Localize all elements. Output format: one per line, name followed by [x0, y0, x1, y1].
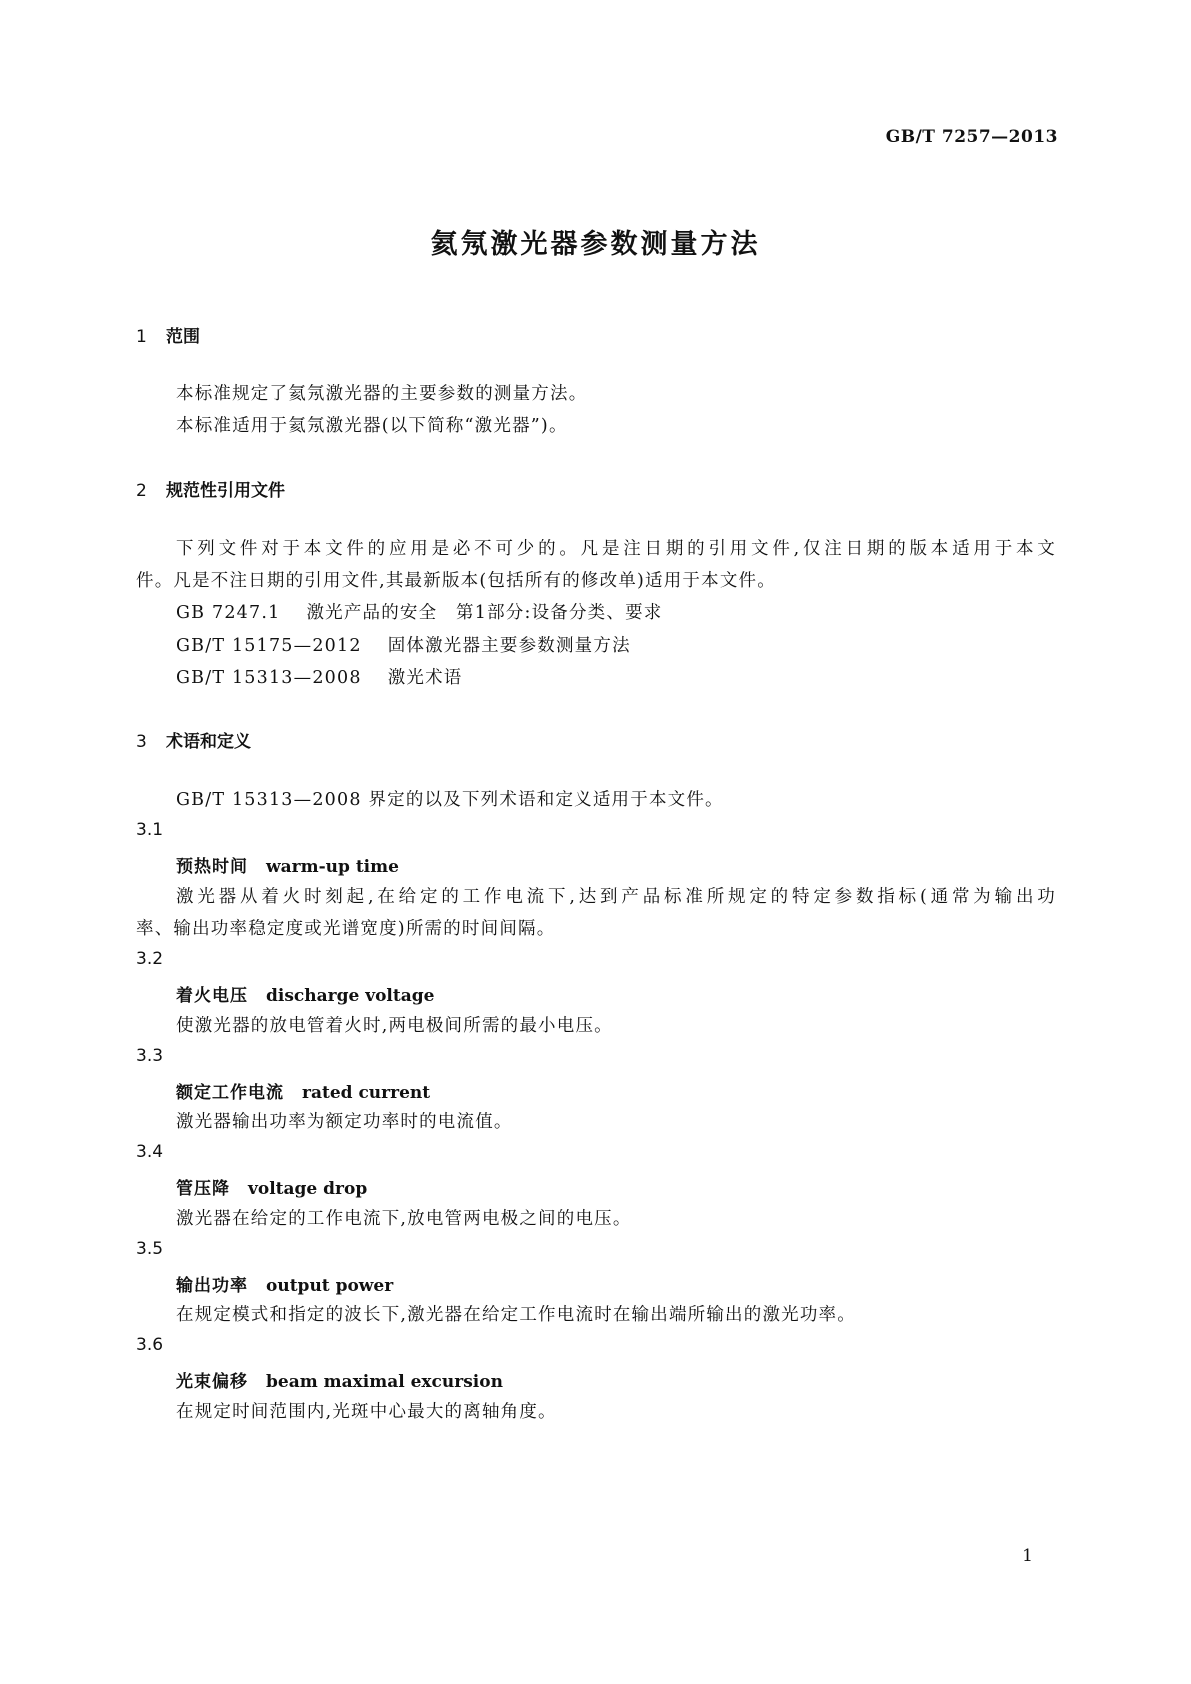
term-zh: 光束偏移 — [176, 1372, 248, 1392]
term-definition: 在规定模式和指定的波长下,激光器在给定工作电流时在输出端所输出的激光功率。 — [176, 1305, 856, 1325]
clause-number: 3.2 — [136, 949, 164, 969]
reference-title: 激光术语 — [387, 668, 463, 688]
clause-number: 3.3 — [136, 1046, 164, 1066]
term-zh: 预热时间 — [176, 857, 248, 877]
term-heading — [176, 1367, 503, 1392]
section-number: 1 — [136, 327, 147, 347]
term-definition: 在规定时间范围内,光斑中心最大的离轴角度。 — [176, 1402, 557, 1422]
section-title: 规范性引用文件 — [166, 481, 285, 501]
term-en: voltage drop — [248, 1179, 368, 1199]
section-title: 范围 — [166, 327, 200, 347]
term-zh: 额定工作电流 — [176, 1083, 284, 1103]
reference-item — [176, 632, 631, 657]
term-zh: 输出功率 — [176, 1276, 248, 1296]
paragraph: 本标准规定了氦氖激光器的主要参数的测量方法。 — [176, 384, 588, 404]
reference-code: GB 7247.1 — [176, 603, 281, 623]
paragraph: 本标准适用于氦氖激光器(以下简称“激光器”)。 — [176, 416, 568, 436]
term-en: warm-up time — [266, 857, 399, 877]
section-number: 2 — [136, 481, 147, 501]
reference-item — [176, 664, 463, 689]
clause-number: 3.4 — [136, 1142, 164, 1162]
clause-number: 3.1 — [136, 820, 164, 840]
term-en: discharge voltage — [266, 986, 435, 1006]
term-definition: 激光器从着火时刻起,在给定的工作电流下,达到产品标准所规定的特定参数指标(通常为输出功 — [176, 887, 1056, 907]
section-3-heading — [136, 727, 251, 752]
reference-code: GB/T 15175—2012 — [176, 636, 362, 656]
term-en: rated current — [302, 1083, 431, 1103]
paragraph-line: 件。凡是不注日期的引用文件,其最新版本(包括所有的修改单)适用于本文件。 — [136, 571, 776, 591]
page-number: 1 — [1022, 1546, 1033, 1566]
term-heading — [176, 852, 399, 877]
reference-item — [176, 599, 662, 624]
term-zh: 着火电压 — [176, 986, 248, 1006]
term-definition: 激光器在给定的工作电流下,放电管两电极之间的电压。 — [176, 1209, 632, 1229]
term-zh: 管压降 — [176, 1179, 230, 1199]
term-heading — [176, 1174, 367, 1199]
term-heading — [176, 1271, 393, 1296]
term-heading — [176, 1078, 430, 1103]
term-en: output power — [266, 1276, 394, 1296]
term-definition: 使激光器的放电管着火时,两电极间所需的最小电压。 — [176, 1016, 613, 1036]
standard-number: GB/T 7257—2013 — [885, 127, 1058, 147]
term-en: beam maximal excursion — [266, 1372, 503, 1392]
reference-code: GB/T 15313—2008 — [176, 668, 362, 688]
paragraph: GB/T 15313—2008 界定的以及下列术语和定义适用于本文件。 — [176, 790, 724, 810]
clause-number: 3.5 — [136, 1239, 164, 1259]
section-1-heading — [136, 322, 200, 347]
section-number: 3 — [136, 732, 147, 752]
section-2-heading — [136, 476, 285, 501]
document-title: 氦氖激光器参数测量方法 — [430, 229, 761, 260]
reference-title: 固体激光器主要参数测量方法 — [387, 636, 631, 656]
section-title: 术语和定义 — [166, 732, 251, 752]
term-definition: 激光器输出功率为额定功率时的电流值。 — [176, 1112, 513, 1132]
term-heading — [176, 981, 434, 1006]
paragraph-line: 下列文件对于本文件的应用是必不可少的。凡是注日期的引用文件,仅注日期的版本适用于本文 — [176, 539, 1056, 559]
reference-title: 激光产品的安全 第1部分:设备分类、要求 — [306, 603, 663, 623]
term-definition: 率、输出功率稳定度或光谱宽度)所需的时间间隔。 — [136, 919, 556, 939]
clause-number: 3.6 — [136, 1335, 164, 1355]
